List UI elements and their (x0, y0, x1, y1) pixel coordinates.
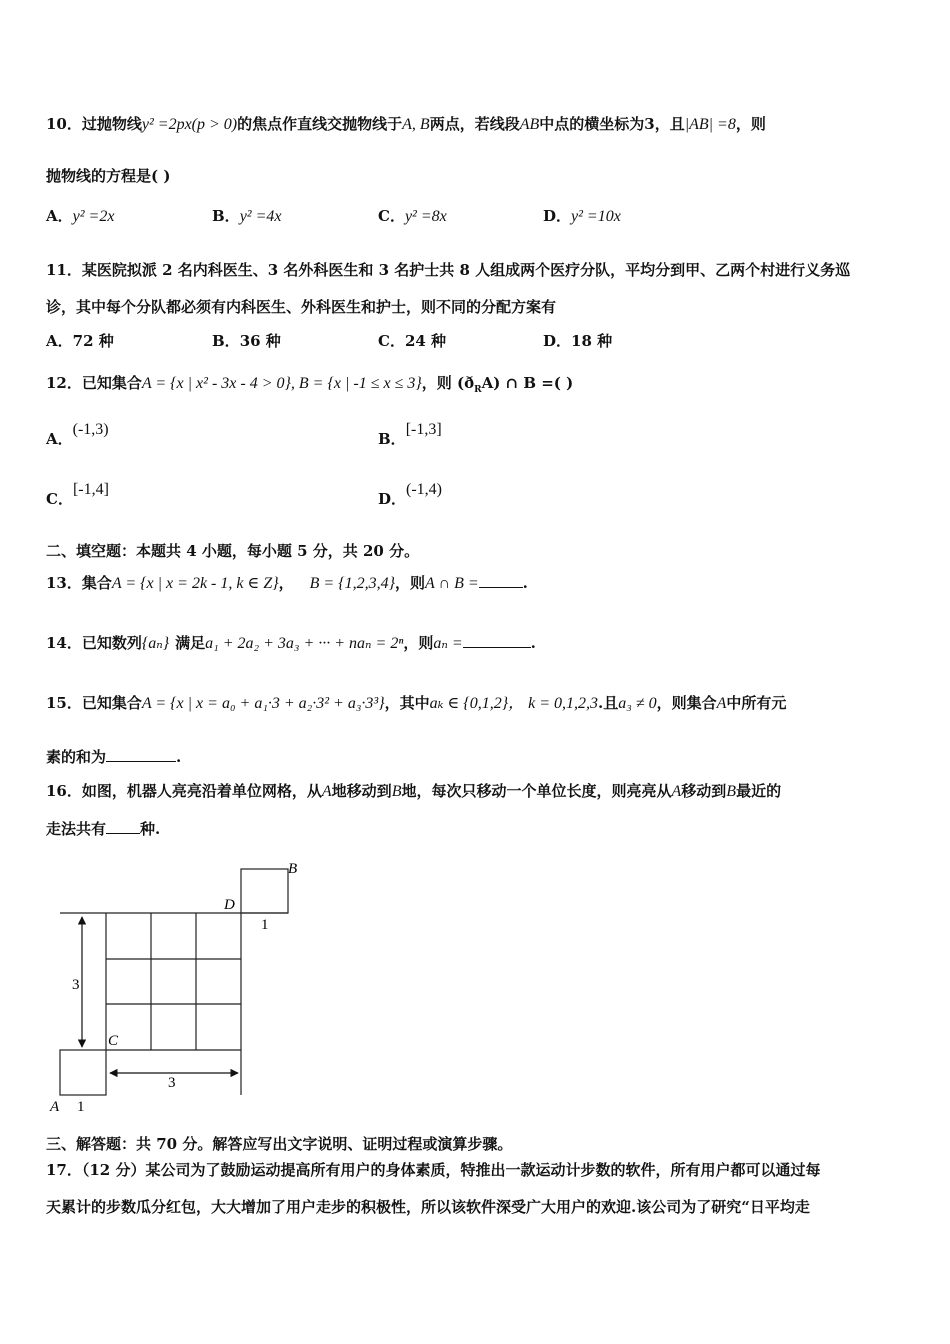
q15-answer-blank[interactable] (106, 747, 176, 762)
option-value: y² =4x (239, 208, 282, 225)
option-value: 18 种 (571, 332, 613, 350)
q13-expr: A ∩ B = (425, 575, 479, 592)
q15-cond1: aₖ ∈ {0,1,2} (429, 695, 509, 712)
q16-line2 (46, 818, 160, 839)
option-label: C． (46, 490, 73, 508)
q10-segment: AB (519, 116, 540, 133)
q15-text-a: 15．已知集合 (46, 694, 142, 712)
option-label: A． (46, 430, 73, 448)
q13-end: . (522, 574, 528, 592)
point-a-label: A (50, 1099, 60, 1115)
q16-line2a: 走法共有 (46, 820, 107, 838)
section3-heading: 三、解答题：共 70 分。解答应写出文字说明、证明过程或演算步骤。 (46, 1135, 513, 1153)
dim-horizontal-label: 3 (168, 1075, 176, 1091)
q13-text-b: ，则 (395, 574, 426, 592)
option-label: A． (46, 207, 73, 225)
q12-option-d[interactable] (378, 481, 442, 509)
q14-sequence: {aₙ} (141, 635, 170, 652)
q15-text-d: ，则集合 (656, 694, 717, 712)
q15-cond2: ， k = 0,1,2,3 (508, 695, 598, 712)
q10-text-d: 中点的横坐标为3，且 (539, 115, 685, 133)
q16-point-a2: A (671, 783, 682, 800)
q14-end: . (530, 634, 536, 652)
q16-text-d: 移动到 (681, 782, 727, 800)
point-c-label: C (108, 1033, 119, 1049)
q13-line (46, 572, 528, 593)
q12-text-a: 12．已知集合 (46, 374, 142, 392)
q12-complement-sub: R (474, 385, 482, 395)
option-value: y² =10x (571, 208, 621, 225)
option-label: C． (378, 332, 405, 350)
q15-text-b: ，其中 (384, 694, 430, 712)
q16-point-a: A (321, 783, 332, 800)
q11-option-c[interactable] (378, 330, 446, 351)
q16-text-e: 最近的 (736, 782, 782, 800)
q16-line1 (46, 780, 781, 801)
point-b-label: B (288, 861, 298, 877)
q15-text-c: .且 (598, 694, 619, 712)
q13-text-a: 13．集合 (46, 574, 112, 592)
q10-option-b[interactable] (212, 205, 281, 226)
q12-line1 (46, 372, 573, 395)
q16-text-b: 地移动到 (331, 782, 392, 800)
q10-option-d[interactable] (543, 205, 621, 226)
option-value: 24 种 (404, 332, 447, 350)
option-label: C． (378, 207, 405, 225)
unit-top-label: 1 (261, 917, 269, 933)
q11-line1: 11．某医院拟派 2 名内科医生、3 名外科医生和 3 名护士共 8 人组成两个医疗分队，平均分到甲、乙两个村进行义务巡 (46, 261, 851, 279)
q16-point-b: B (391, 783, 402, 800)
q12-set-b: , B = {x | -1 ≤ x ≤ 3} (290, 375, 422, 392)
q11-option-b[interactable] (212, 330, 281, 351)
option-label: B． (212, 332, 240, 350)
q16-text-a: 16．如图，机器人亮亮沿着单位网格，从 (46, 782, 322, 800)
q10-abs: |AB| =8 (684, 116, 736, 133)
q17-line1: 17．（12 分）某公司为了鼓励运动提高所有用户的身体素质，特推出一款运动计步数的软件，所有用户都可以通过每 (46, 1161, 821, 1179)
q10-option-a[interactable] (46, 205, 114, 226)
q12-set-a: A = {x | x² - 3x - 4 > 0} (141, 375, 291, 392)
option-value: 36 种 (239, 332, 281, 350)
option-value: y² =2x (72, 208, 115, 225)
q11-option-d[interactable] (543, 330, 612, 351)
q14-text-c: ，则 (403, 634, 434, 652)
option-value: [-1,4] (72, 481, 109, 498)
q13-set-b: B = {1,2,3,4} (309, 575, 396, 592)
unit-square-a (60, 1050, 106, 1095)
q10-text-a: 10．过抛物线 (46, 115, 142, 133)
unit-bottom-label: 1 (77, 1099, 85, 1115)
q14-text-b: 满足 (175, 634, 206, 652)
q10-line1 (46, 113, 766, 134)
q10-line2: 抛物线的方程是( ) (46, 167, 171, 185)
q15-cond3: a₃ ≠ 0 (618, 695, 657, 712)
option-label: D． (543, 207, 572, 225)
q14-line (46, 632, 536, 653)
q10-text-c: 两点，若线段 (429, 115, 520, 133)
q14-answer-blank[interactable] (463, 633, 531, 648)
q14-expr: aₙ = (433, 635, 463, 652)
option-label: A． (46, 332, 73, 350)
unit-square-b (241, 869, 288, 913)
q12-text-b: ，则 (ð (421, 374, 475, 392)
q13-answer-blank[interactable] (479, 573, 523, 588)
q16-point-b2: B (726, 783, 737, 800)
option-label: B． (378, 430, 406, 448)
option-value: 72 种 (72, 332, 114, 350)
q11-option-a[interactable] (46, 330, 114, 351)
q16-line2b: 种. (140, 820, 161, 838)
option-value: y² =8x (404, 208, 447, 225)
q10-points: A, B (402, 116, 430, 133)
q16-text-c: 地，每次只移动一个单位长度，则亮亮从 (401, 782, 672, 800)
q15-line2 (46, 746, 181, 767)
q15-end: . (176, 748, 182, 766)
q11-line2: 诊，其中每个分队都必须有内科医生、外科医生和护士，则不同的分配方案有 (46, 298, 557, 316)
option-label: D． (378, 490, 407, 508)
q15-set-a: A = {x | x = a₀ + a₁·3 + a₂·3² + a₃·3³} (141, 695, 385, 712)
point-d-label: D (224, 897, 235, 913)
option-label: B． (212, 207, 240, 225)
q16-answer-blank[interactable] (106, 819, 140, 834)
q17-line2: 天累计的步数瓜分红包，大大增加了用户走步的积极性，所以该软件深受广大用户的欢迎.该公司为了研究“日平均走 (46, 1198, 810, 1216)
q15-line2-text: 素的和为 (46, 748, 107, 766)
q12-option-c[interactable] (46, 481, 109, 509)
q13-sep: ， (278, 574, 294, 592)
dim-vertical-label: 3 (72, 977, 80, 993)
q10-equation: y² =2px(p > 0) (141, 116, 238, 133)
q12-text-c: A) ∩ B =( ) (481, 374, 574, 392)
section2-heading: 二、填空题：本题共 4 小题，每小题 5 分，共 20 分。 (46, 542, 420, 560)
option-label: D． (543, 332, 572, 350)
q10-text-e: ，则 (735, 115, 766, 133)
option-value: (-1,4) (406, 481, 442, 498)
q15-text-e: 中所有元 (726, 694, 787, 712)
option-value: (-1,3) (72, 421, 109, 438)
q14-text-a: 14．已知数列 (46, 634, 142, 652)
q15-setname: A (716, 695, 727, 712)
q14-equation: a₁ + 2a₂ + 3a₃ + ··· + naₙ = 2ⁿ (205, 635, 404, 652)
grid-figure (40, 855, 320, 1115)
option-value: [-1,3] (405, 421, 442, 438)
q10-option-c[interactable] (378, 205, 447, 226)
q12-option-b[interactable] (378, 421, 442, 449)
q10-text-b: 的焦点作直线交抛物线于 (237, 115, 403, 133)
q15-line1 (46, 690, 786, 713)
q12-option-a[interactable] (46, 421, 109, 449)
q13-set-a: A = {x | x = 2k - 1, k ∈ Z} (111, 575, 279, 592)
